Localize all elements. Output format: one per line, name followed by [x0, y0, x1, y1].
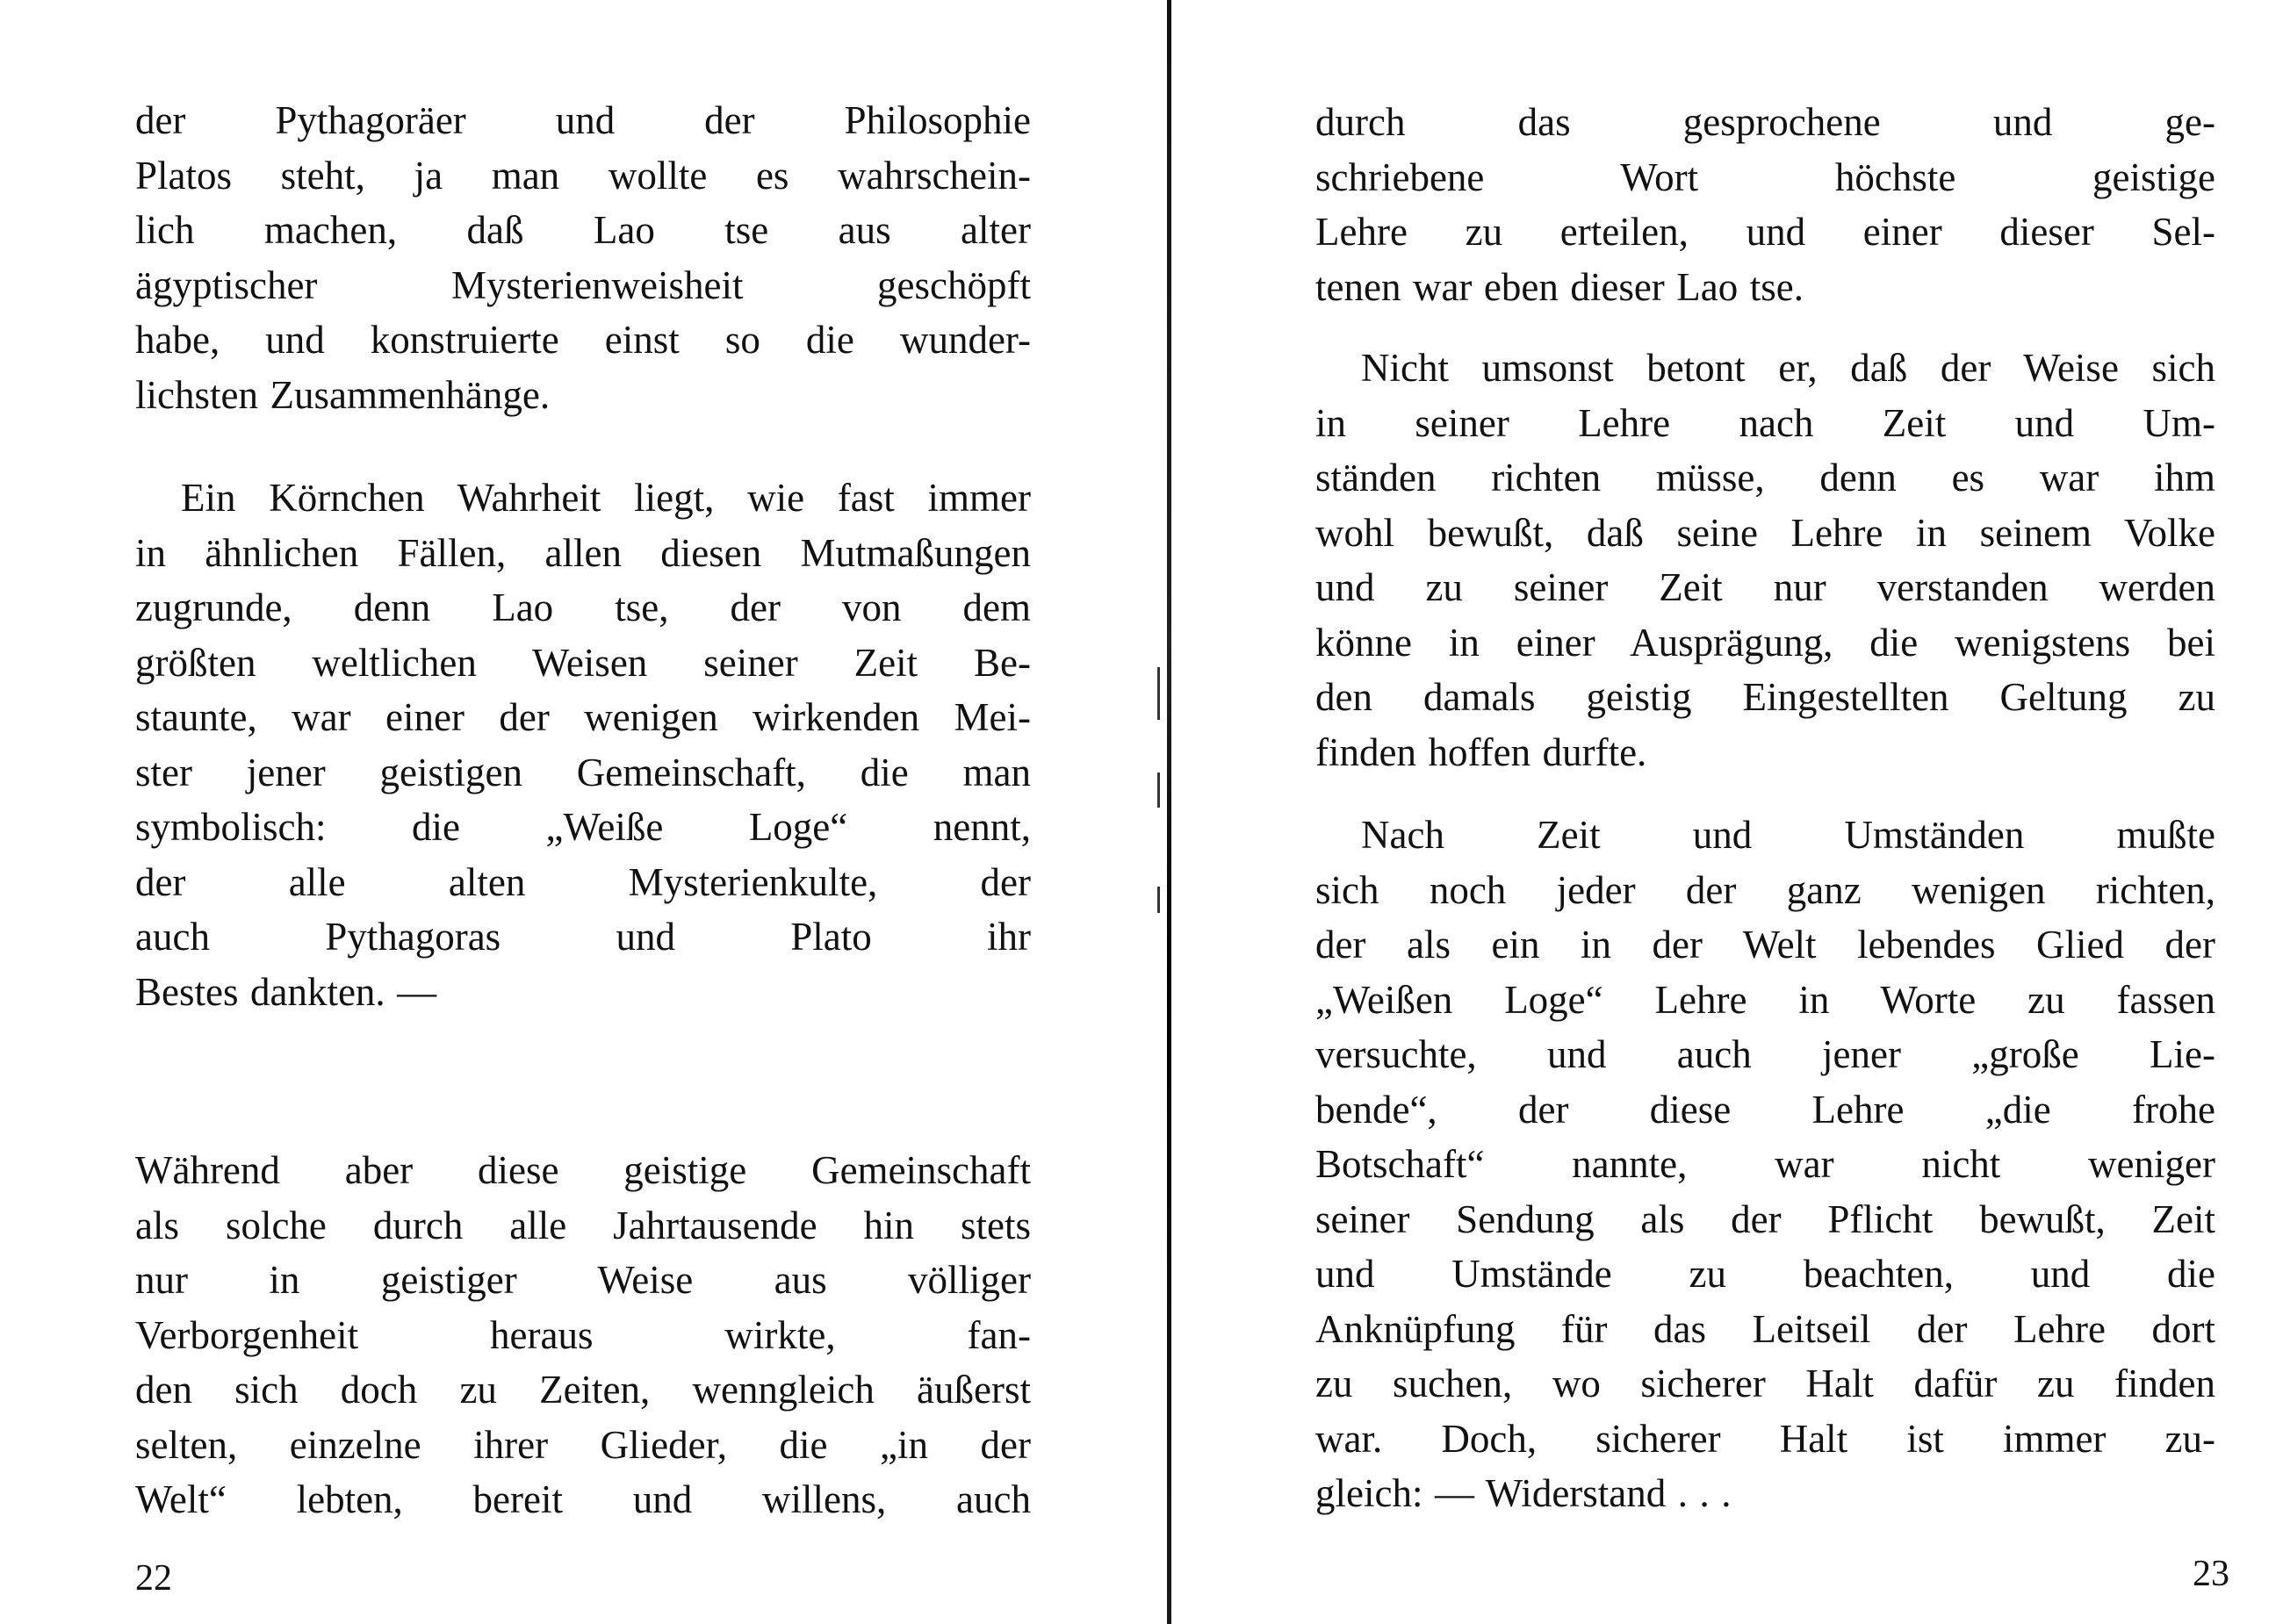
text-line: „Weißen Loge“ Lehre in Worte zu fassen [1315, 977, 2215, 1022]
text-line: als solche durch alle Jahrtausende hin stets [135, 1203, 1031, 1247]
left-paragraph-2 [135, 471, 1031, 1019]
text-line: Botschaft“ nannte, war nicht weniger [1315, 1142, 2215, 1186]
text-line: tenen war eben dieser Lao tse. [1315, 264, 1804, 309]
book-gutter [1167, 0, 1171, 1624]
text-line: lich machen, daß Lao tse aus alter [135, 208, 1031, 252]
text-line: der alle alten Mysterienkulte, der [135, 859, 1031, 904]
text-line: könne in einer Ausprägung, die wenigstens bei [1315, 620, 2215, 665]
text-line: Nicht umsonst betont er, daß der Weise sich [1361, 346, 2215, 390]
text-line: in seiner Lehre nach Zeit und Um- [1315, 400, 2215, 445]
text-line: ägyptischer Mysterienweisheit geschöpft [135, 262, 1031, 307]
text-line: nur in geistiger Weise aus völliger [135, 1258, 1031, 1302]
text-line: staunte, war einer der wenigen wirkenden Mei- [135, 695, 1031, 739]
text-line: symbolisch: die „Weiße Loge“ nennt, [135, 805, 1031, 849]
page-number-left: 22 [135, 1558, 172, 1599]
gutter-mark [1157, 667, 1160, 720]
text-line: Während aber diese geistige Gemeinschaft [135, 1148, 1031, 1192]
text-line: Platos steht, ja man wollte es wahrschein- [135, 153, 1031, 198]
text-line: und Umstände zu beachten, und die [1315, 1252, 2215, 1296]
text-line: durch das gesprochene und ge- [1315, 100, 2215, 144]
text-line: Welt“ lebten, bereit und willens, auch [135, 1477, 1031, 1521]
text-line: zugrunde, denn Lao tse, der von dem [135, 586, 1031, 629]
gutter-mark [1157, 772, 1160, 808]
text-line: bende“, der diese Lehre „die frohe [1315, 1087, 2215, 1132]
text-line: den damals geistig Eingestellten Geltung zu [1315, 675, 2215, 719]
left-paragraph-3 [135, 1143, 1031, 1527]
text-line: der Pythagoräer und der Philosophie [135, 98, 1031, 142]
text-line: in ähnlichen Fällen, allen diesen Mutmaßungen [135, 530, 1031, 575]
text-line: Nach Zeit und Umständen mußte [1361, 813, 2215, 857]
text-line: seiner Sendung als der Pflicht bewußt, Zeit [1315, 1196, 2215, 1241]
text-line: wohl bewußt, daß seine Lehre in seinem Volke [1315, 510, 2215, 555]
text-line: auch Pythagoras und Plato ihr [135, 915, 1031, 959]
right-paragraph-2 [1315, 341, 2215, 780]
right-paragraph-1 [1315, 95, 2215, 314]
text-line: habe, und konstruierte einst so die wunder- [135, 318, 1031, 362]
text-line: Anknüpfung für das Leitseil der Lehre dort [1315, 1306, 2215, 1351]
text-line: war. Doch, sicherer Halt ist immer zu- [1315, 1416, 2215, 1461]
text-line: größten weltlichen Weisen seiner Zeit Be- [135, 640, 1031, 685]
text-line: lichsten Zusammenhänge. [135, 372, 551, 417]
text-line: Verborgenheit heraus wirkte, fan- [135, 1312, 1031, 1357]
text-line: Lehre zu erteilen, und einer dieser Sel- [1315, 210, 2215, 254]
text-line: schriebene Wort höchste geistige [1315, 154, 2215, 199]
page-number-right: 23 [2193, 1554, 2229, 1594]
text-line: den sich doch zu Zeiten, wenngleich äußerst [135, 1368, 1031, 1412]
text-line: und zu seiner Zeit nur verstanden werden [1315, 565, 2215, 609]
text-line: ständen richten müsse, denn es war ihm [1315, 456, 2215, 499]
text-line: der als ein in der Welt lebendes Glied der [1315, 923, 2215, 966]
text-line: gleich: — Widerstand . . . [1315, 1471, 1732, 1515]
right-paragraph-3 [1315, 808, 2215, 1521]
left-paragraph-1 [135, 93, 1031, 422]
text-line: Ein Körnchen Wahrheit liegt, wie fast immer [181, 476, 1031, 520]
text-line: finden hoffen durfte. [1315, 729, 1647, 774]
text-line: versuchte, und auch jener „große Lie- [1315, 1032, 2215, 1076]
gutter-mark [1157, 887, 1160, 913]
text-line: selten, einzelne ihrer Glieder, die „in der [135, 1422, 1031, 1467]
text-line: Bestes dankten. — [135, 969, 437, 1014]
text-line: sich noch jeder der ganz wenigen richten, [1315, 867, 2215, 912]
text-line: ster jener geistigen Gemeinschaft, die man [135, 750, 1031, 794]
text-line: zu suchen, wo sicherer Halt dafür zu finden [1315, 1362, 2215, 1405]
